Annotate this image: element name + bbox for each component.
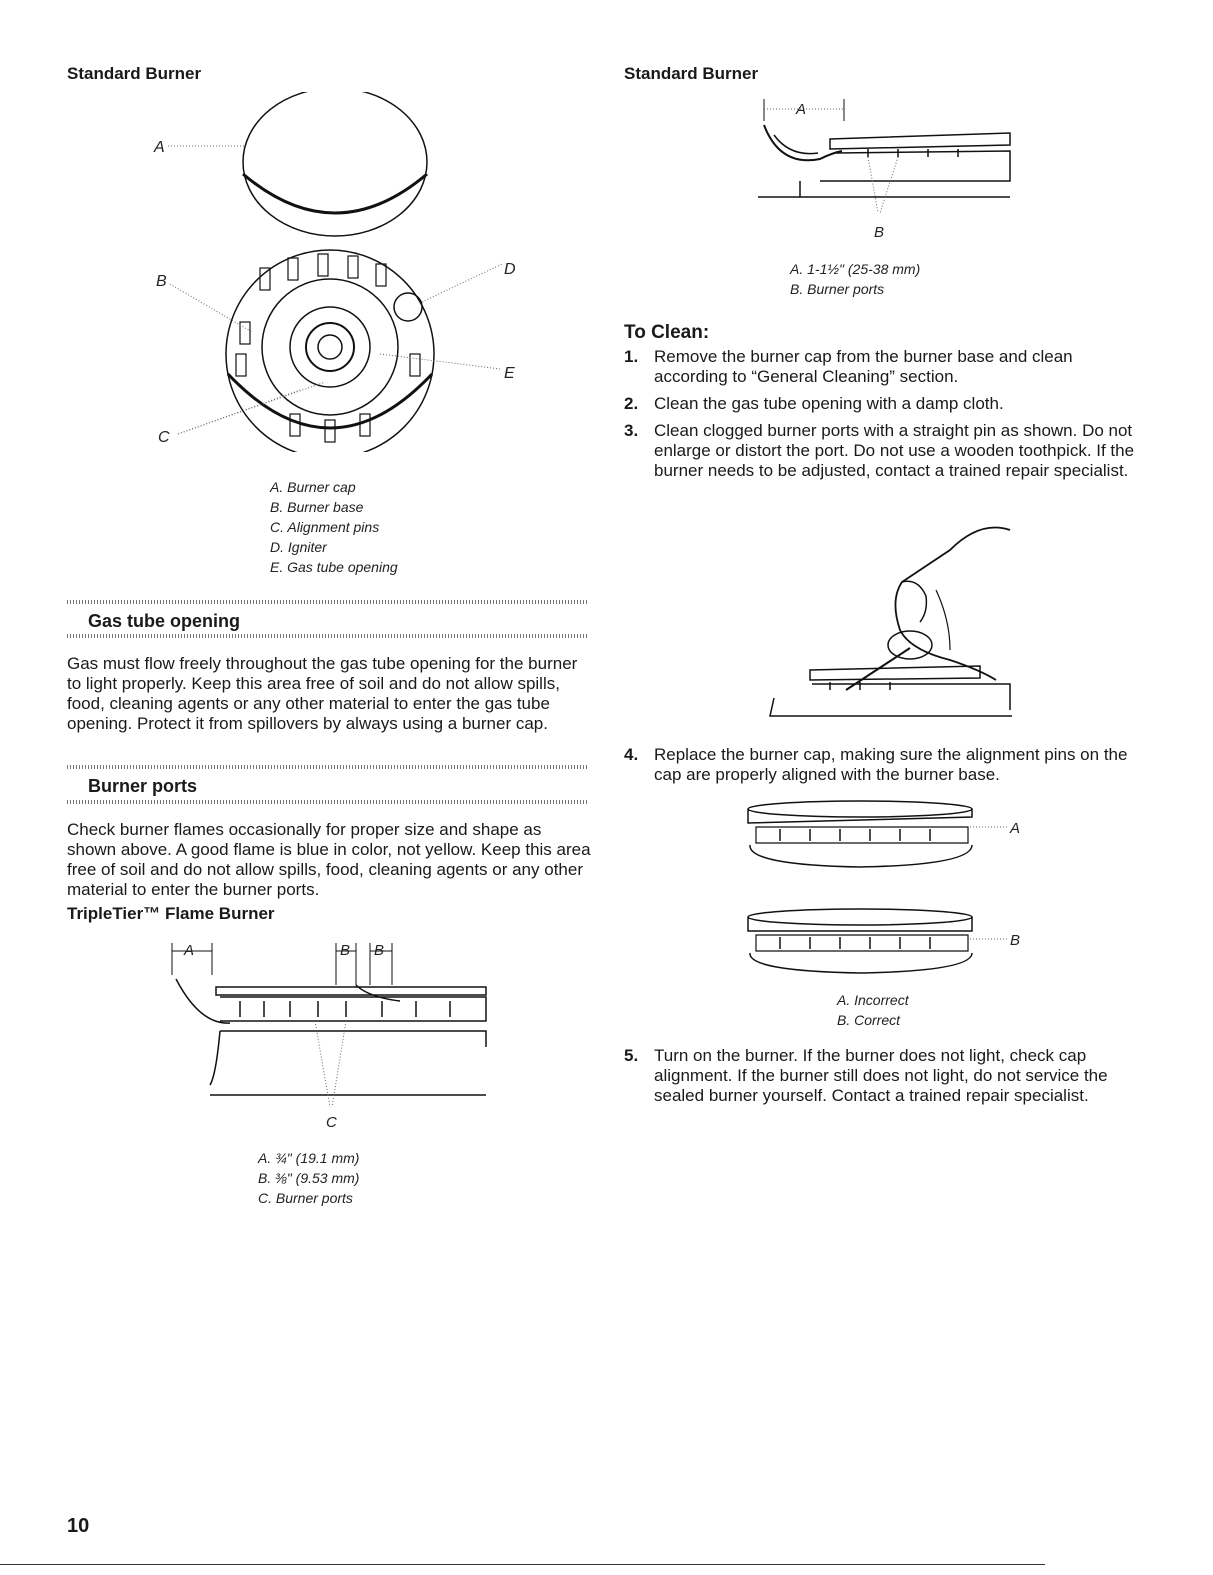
label-a: A	[796, 101, 807, 118]
label-b: B	[874, 224, 885, 241]
label-b: B	[156, 273, 167, 290]
list-item: 3. Clean clogged burner ports with a straight pin as shown. Do not enlarge or distort the port. Do not use a wooden toothpick. If the burner needs to be adjusted, contact a trained repair specialist.	[624, 421, 1135, 480]
tripletier-title: TripleTier™ Flame Burner	[67, 904, 275, 923]
flame-height-legend	[790, 259, 920, 299]
legend-item: C. Alignment pins	[270, 519, 380, 535]
burner-exploded-diagram	[140, 92, 540, 452]
dim-label-a: A	[184, 942, 195, 959]
cleaning-steps	[624, 347, 1144, 488]
gas-tube-title: Gas tube opening	[88, 611, 241, 631]
to-clean-title: To Clean:	[624, 322, 710, 343]
dim-label-b: B	[340, 942, 351, 959]
pin-cleaning-diagram	[750, 520, 1020, 725]
legend-item: D. Igniter	[270, 539, 327, 555]
legend-item: C. Burner ports	[258, 1190, 353, 1206]
burner-ports-paragraph: Check burner flames occasionally for proper size and shape as shown above. A good flame is blue in color, not yellow. Keep this area free of soil and do not allow spills, food, cleaning agents or any other material to enter the burner ports.	[67, 820, 591, 899]
step-four	[624, 745, 1144, 792]
label-e: E	[504, 365, 515, 382]
dim-label-b: B	[374, 942, 385, 959]
legend-item: A. Burner cap	[270, 479, 356, 495]
tripletier-burner-diagram	[160, 935, 500, 1135]
footer-rule	[0, 1564, 1045, 1565]
legend-item: A. 1-1½" (25-38 mm)	[790, 261, 921, 277]
section-rule	[67, 765, 589, 769]
legend-item: E. Gas tube opening	[270, 559, 398, 575]
label-b: B	[1010, 932, 1021, 949]
burner-legend	[270, 477, 398, 577]
section-rule	[67, 634, 589, 638]
section-rule	[67, 800, 589, 804]
page-number: 10	[67, 1515, 90, 1537]
legend-item: B. Correct	[837, 1012, 901, 1028]
list-item: 1. Remove the burner cap from the burner base and clean according to “General Cleaning” section.	[624, 347, 1073, 386]
cap-alignment-diagram	[740, 795, 1040, 980]
standard-burner-title-left: Standard Burner	[67, 64, 202, 83]
legend-item: B. Burner base	[270, 499, 364, 515]
label-d: D	[504, 261, 516, 278]
step-five	[624, 1046, 1144, 1113]
list-item: 4. Replace the burner cap, making sure the alignment pins on the cap are properly aligned with the burner base.	[624, 745, 1128, 784]
burner-ports-title: Burner ports	[88, 776, 198, 796]
list-item: 2. Clean the gas tube opening with a damp cloth.	[624, 394, 1004, 413]
label-c: C	[326, 1114, 337, 1131]
label-a: A	[1010, 820, 1021, 837]
legend-item: A. Incorrect	[837, 992, 909, 1008]
cap-alignment-legend	[837, 990, 909, 1030]
label-c: C	[158, 429, 170, 446]
label-a: A	[154, 139, 165, 156]
legend-item: A. ¾" (19.1 mm)	[258, 1150, 360, 1166]
section-rule	[67, 600, 589, 604]
standard-burner-title-right: Standard Burner	[624, 64, 759, 83]
legend-item: B. ⅜" (9.53 mm)	[258, 1170, 360, 1186]
flame-height-diagram	[750, 95, 1020, 245]
list-item: 5. Turn on the burner. If the burner does not light, check cap alignment. If the burner still does not light, do not service the sealed burner yourself. Contact a trained repair specialist.	[624, 1046, 1108, 1105]
gas-tube-paragraph: Gas must flow freely throughout the gas tube opening for the burner to light properly. Keep this area free of soil and do not allow spills, food, cleaning agents or any other material to enter the gas tube opening. Protect it from spillovers by always using a burner cap.	[67, 654, 578, 733]
tripletier-legend	[258, 1148, 359, 1208]
legend-item: B. Burner ports	[790, 281, 885, 297]
